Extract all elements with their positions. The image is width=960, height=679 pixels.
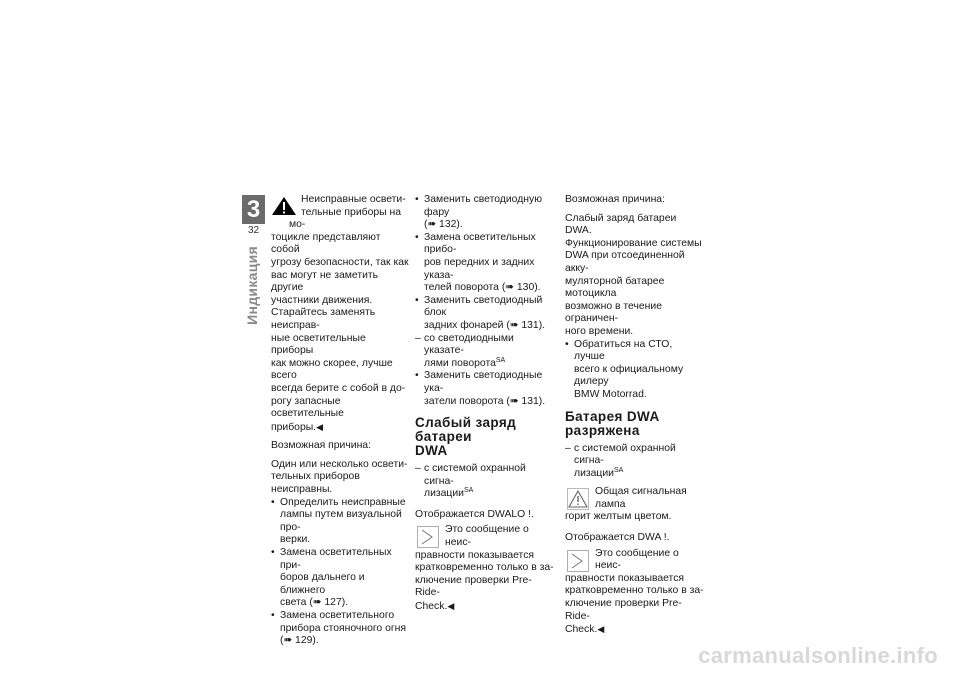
warning-line: Старайтесь заменять неисправ-	[271, 307, 376, 331]
list-line: Определить неисправные	[280, 496, 406, 508]
chapter-title-wrap	[244, 246, 264, 346]
note-line: ключение проверки Pre-Ride-	[415, 574, 532, 599]
warning-block	[565, 486, 705, 524]
condition-item	[415, 333, 555, 371]
list-line: (➠ 129).	[280, 635, 319, 647]
note-line: ключение проверки Pre-Ride-	[565, 598, 682, 622]
note-icon	[417, 526, 439, 548]
list-line: затели поворота (➠ 131).	[424, 395, 546, 407]
end-mark: ◀	[316, 421, 323, 432]
condition-line: лизации	[574, 467, 614, 479]
list-line: Замена осветительного	[280, 610, 395, 621]
cause-text	[565, 213, 705, 339]
cause-line: Слабый заряд батареи DWA.	[565, 212, 677, 237]
cause-line: Один или несколько освети-	[271, 458, 408, 470]
warning-lamp-icon	[567, 488, 589, 510]
warning-line: Общая сигнальная лампа	[595, 486, 687, 510]
display-text: Отображается DWALO !.	[415, 508, 534, 520]
list-item	[271, 497, 409, 547]
note-text-continued	[415, 562, 555, 613]
list-item	[415, 370, 555, 408]
condition-line: лизации	[424, 488, 464, 500]
note-line: кратковременно только в за-	[415, 562, 554, 574]
warning-line: Неисправные освети-	[301, 194, 406, 205]
list-line: телей поворота (➠ 130).	[424, 282, 541, 294]
warning-block	[271, 194, 409, 232]
column-2	[415, 194, 555, 614]
chapter-number: 3	[242, 195, 265, 224]
heading-line: DWA	[415, 443, 448, 459]
note-line: кратковременно только в за-	[565, 585, 704, 597]
cause-label: Возможная причина:	[271, 440, 371, 452]
warning-line: ные осветительные приборы	[271, 332, 366, 357]
list-line: лампы путем визуальной про-	[280, 509, 402, 533]
warning-line: горит желтым цветом.	[565, 511, 672, 523]
note-line: Check.	[415, 601, 448, 613]
list-line: боров дальнего и ближнего	[280, 572, 365, 596]
cause-line: возможно в течение ограничен-	[565, 300, 662, 325]
warning-line: как можно скорее, лучше всего	[271, 357, 393, 382]
list-item	[415, 295, 555, 333]
list-line: ров передних и задних указа-	[424, 256, 535, 281]
note-line: правности показывается	[415, 549, 535, 561]
chapter-title: Индикация	[244, 246, 260, 325]
cause-label: Возможная причина:	[565, 194, 665, 205]
warning-line: вас могут не заметить другие	[271, 269, 379, 294]
cause-line: ного времени.	[565, 325, 634, 337]
condition-item	[415, 463, 555, 501]
action-list	[415, 370, 555, 408]
sa-label: SA	[463, 487, 474, 495]
end-mark: ◀	[447, 601, 455, 612]
list-item	[271, 547, 409, 610]
action-list	[271, 497, 409, 648]
warning-triangle-icon	[271, 196, 297, 216]
sa-label: SA	[495, 356, 506, 364]
list-line: (➠ 132).	[424, 219, 463, 231]
action-list	[415, 194, 555, 333]
list-item	[565, 339, 705, 402]
heading-line: Слабый заряд батареи	[415, 415, 517, 445]
warning-line: участники движения.	[271, 294, 373, 306]
list-line: Заменить светодиодные ука-	[424, 370, 543, 394]
cause-line: DWA при отсоединенной акку-	[565, 250, 685, 274]
list-line: всего к официальному дилеру	[574, 363, 684, 388]
column-3	[565, 194, 705, 637]
list-line: Заменить светодиодный блок	[424, 294, 543, 319]
warning-line: рогу запасные осветительные	[271, 395, 344, 420]
section-heading: Батарея DWA разряжена	[565, 408, 660, 438]
note-line: правности показывается	[565, 572, 685, 584]
page-number: 32	[247, 225, 260, 236]
note-line: Это сообщение о неис-	[595, 547, 679, 572]
list-line: прибора стояночного огня	[280, 622, 407, 634]
note-icon	[567, 550, 589, 572]
warning-line: тельные приборы на мо-	[289, 206, 402, 231]
cause-line: муляторной батарее мотоцикла	[565, 275, 665, 300]
warning-line: тоцикле представляют собой	[271, 231, 381, 256]
cause-line: тельных приборов неисправны.	[271, 471, 360, 496]
condition-line: с системой охранной сигна-	[424, 463, 526, 487]
list-item	[415, 232, 555, 295]
list-line: Обратиться на СТО, лучше	[574, 338, 673, 363]
note-line: Check.	[565, 624, 598, 636]
list-line: Замена осветительных при-	[280, 547, 392, 571]
list-line: BMW Motorrad.	[574, 388, 647, 400]
cause-line: Функционирование системы	[565, 237, 702, 249]
condition-item	[565, 443, 705, 481]
condition-line: лями поворота	[424, 357, 496, 369]
action-list	[565, 339, 705, 402]
note-line: Это сообщение о неис-	[445, 524, 529, 549]
end-mark: ◀	[597, 624, 605, 635]
note-block	[565, 548, 705, 586]
note-text-continued	[565, 585, 705, 636]
column-1	[271, 194, 409, 648]
list-item	[271, 610, 409, 648]
list-line: света (➠ 127).	[280, 597, 349, 609]
cause-text	[271, 459, 409, 497]
warning-line: всегда берите с собой в до-	[271, 382, 406, 394]
condition-line: с системой охранной сигна-	[574, 442, 676, 467]
warning-line: угрозу безопасности, так как	[271, 256, 409, 268]
list-item	[415, 194, 555, 232]
list-line: верки.	[280, 534, 311, 546]
list-line: Заменить светодиодную фару	[424, 194, 543, 218]
list-line: задних фонарей (➠ 131).	[424, 319, 546, 331]
sa-label: SA	[613, 466, 624, 474]
warning-line: приборы.	[271, 421, 317, 433]
condition-line: со светодиодными указате-	[424, 332, 514, 357]
note-block	[415, 524, 555, 562]
watermark: carmanualsonline.info	[698, 643, 938, 668]
section-heading	[415, 416, 555, 458]
list-line: Замена осветительных прибо-	[424, 231, 536, 256]
warning-text	[271, 232, 409, 435]
display-text: Отображается DWA !.	[565, 532, 670, 544]
